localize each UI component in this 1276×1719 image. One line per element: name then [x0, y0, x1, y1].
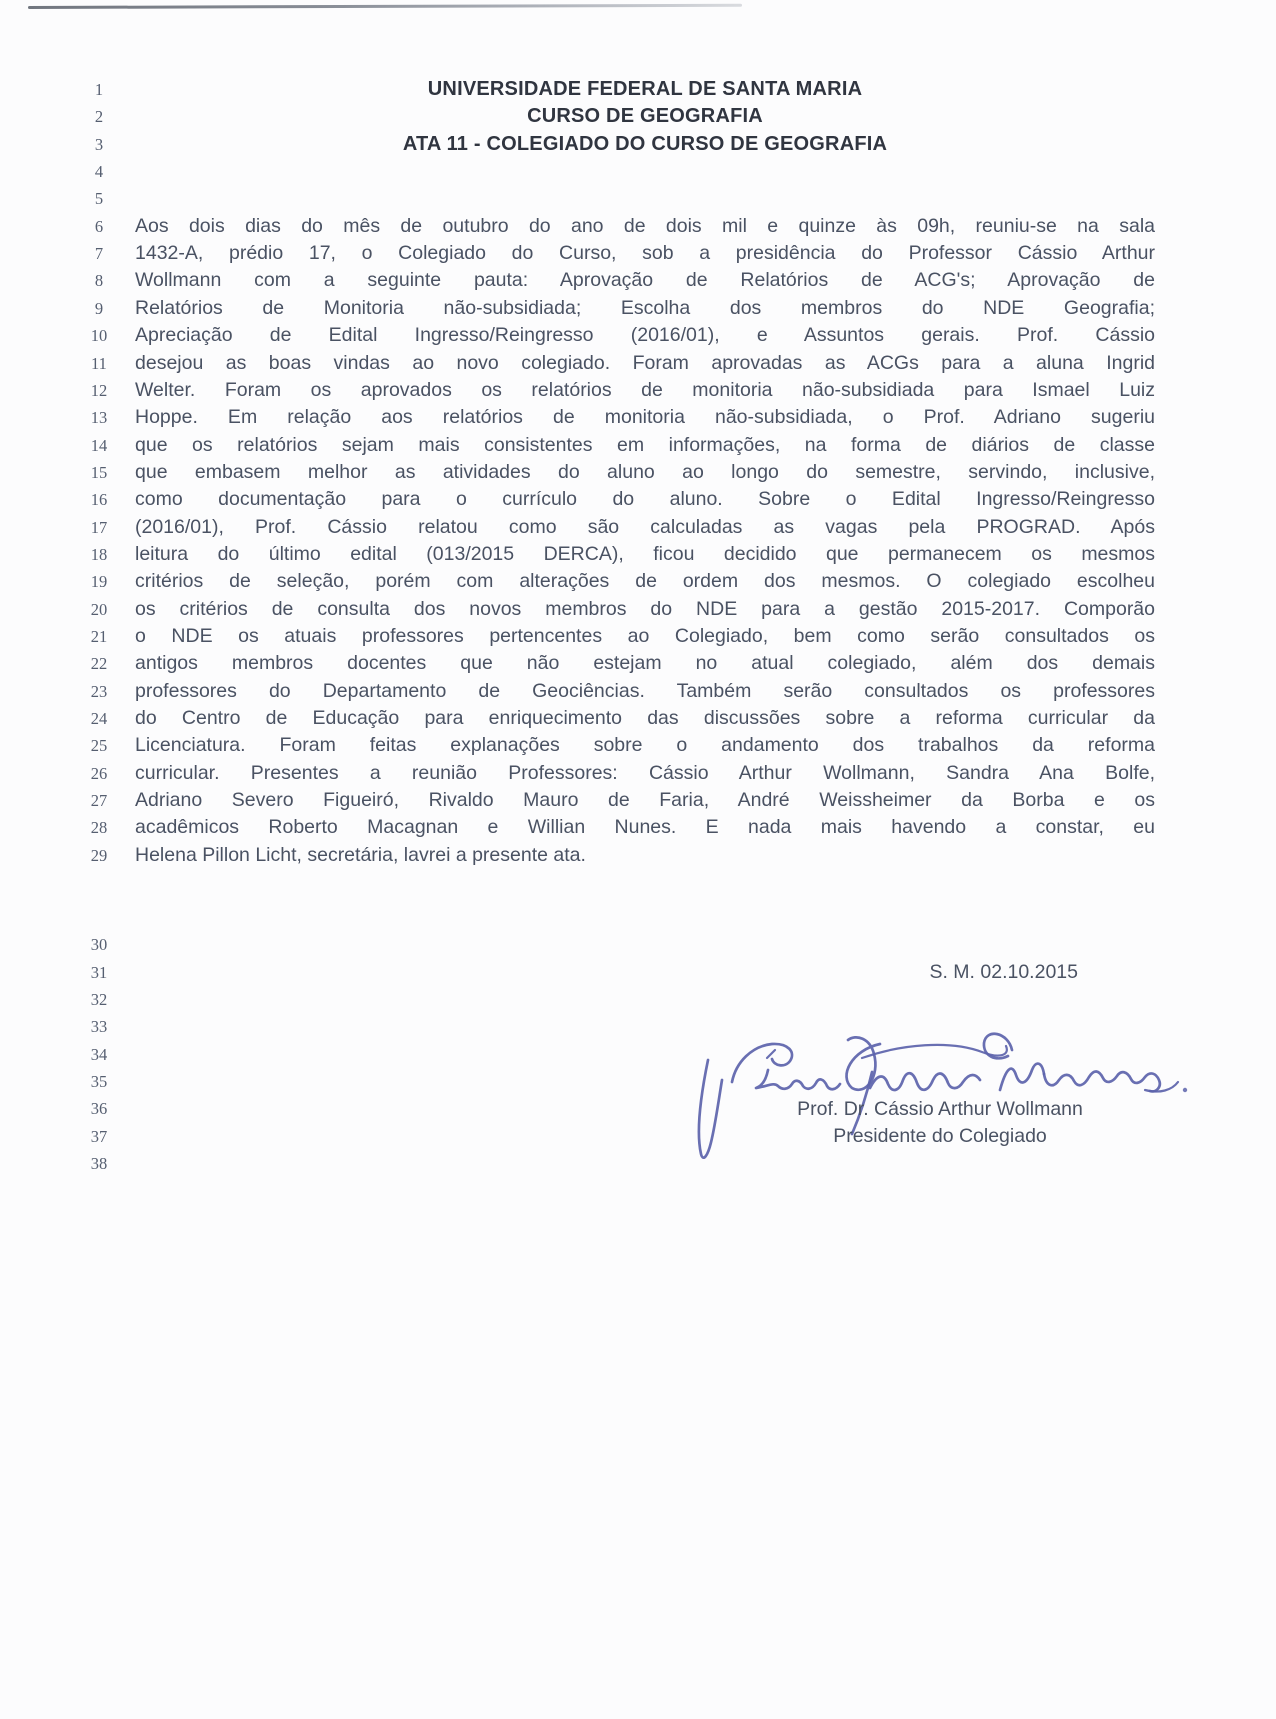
document-line-row — [0, 295, 1276, 323]
line-number: 34 — [90, 1044, 108, 1064]
body-text-line: (2016/01), Prof. Cássio relatou como são calculadas as vagas pela PROGRAD. Após — [135, 515, 1155, 538]
document-line-row — [0, 459, 1276, 487]
body-text-line: leitura do último edital (013/2015 DERCA), ficou decidido que permanecem os mesmos — [135, 542, 1155, 565]
line-number: 29 — [90, 845, 108, 865]
line-number: 38 — [90, 1153, 108, 1173]
document-line-row — [0, 103, 1276, 131]
document-line-row — [0, 486, 1276, 514]
body-text-line: Relatórios de Monitoria não-subsidiada; Escolha dos membros do NDE Geografia; — [135, 296, 1155, 319]
line-number: 9 — [94, 298, 104, 318]
signatory-name: Prof. Dr. Cássio Arthur Wollmann — [797, 1098, 1083, 1120]
document-line-row — [0, 267, 1276, 295]
line-number: 36 — [90, 1099, 108, 1119]
line-number: 5 — [94, 189, 104, 209]
line-number: 17 — [90, 517, 108, 537]
document-line-row — [0, 213, 1276, 241]
line-number: 24 — [90, 709, 108, 729]
line-number: 8 — [94, 271, 104, 291]
line-number: 37 — [90, 1126, 108, 1146]
document-line-row — [0, 568, 1276, 596]
line-number: 6 — [94, 216, 104, 236]
document-line-row — [0, 760, 1276, 788]
document-line-row — [0, 931, 1276, 959]
document-line-row — [0, 350, 1276, 378]
document-line-row — [0, 814, 1276, 842]
body-text-line: os critérios de consulta dos novos membros do NDE para a gestão 2015-2017. Comporão — [135, 597, 1155, 620]
body-text-line: antigos membros docentes que não estejam no atual colegiado, além dos demais — [135, 652, 1155, 675]
line-number: 4 — [94, 162, 104, 182]
line-number: 25 — [90, 736, 108, 756]
line-number: 27 — [90, 791, 108, 811]
body-text-line: Adriano Severo Figueiró, Rivaldo Mauro de Faria, André Weissheimer da Borba e os — [135, 789, 1155, 812]
body-text-line: Licenciatura. Foram feitas explanações sobre o andamento dos trabalhos da reforma — [135, 734, 1155, 757]
body-text-line: Hoppe. Em relação aos relatórios de monitoria não-subsidiada, o Prof. Adriano sugeriu — [135, 406, 1155, 429]
body-text-line: que embasem melhor as atividades do aluno ao longo do semestre, servindo, inclusive, — [135, 460, 1155, 483]
body-text-line: curricular. Presentes a reunião Professores: Cássio Arthur Wollmann, Sandra Ana Bolfe, — [135, 761, 1155, 784]
line-number: 7 — [94, 244, 104, 264]
document-title-line: UNIVERSIDADE FEDERAL DE SANTA MARIA — [427, 78, 863, 100]
date-text: S. M. 02.10.2015 — [929, 960, 1078, 983]
document-line-row — [0, 650, 1276, 678]
document-line-row — [0, 959, 1276, 987]
body-text-line: Aos dois dias do mês de outubro do ano de dois mil e quinze às 09h, reuniu-se na sala — [135, 214, 1155, 237]
top-scan-artifact — [28, 4, 742, 9]
line-number: 19 — [90, 572, 108, 592]
line-number: 20 — [90, 599, 108, 619]
document-line-row — [0, 514, 1276, 542]
document-line-row — [0, 596, 1276, 624]
body-text-line: professores do Departamento de Geociências. Também serão consultados os professores — [135, 679, 1155, 702]
line-number: 30 — [90, 935, 108, 955]
line-number: 33 — [90, 1017, 108, 1037]
line-number: 13 — [90, 408, 108, 428]
document-title-line: CURSO DE GEOGRAFIA — [527, 105, 763, 128]
document-line-row — [0, 185, 1276, 213]
body-text-line: critérios de seleção, porém com alterações de ordem dos mesmos. O colegiado escolheu — [135, 570, 1155, 593]
document-line-row — [0, 842, 1276, 870]
body-text-line: 1432-A, prédio 17, o Colegiado do Curso, sob a presidência do Professor Cássio Arthur — [135, 242, 1155, 265]
line-number: 31 — [90, 962, 108, 982]
document-line-row — [0, 432, 1276, 460]
signature-block — [640, 1096, 1240, 1151]
line-number: 21 — [90, 627, 108, 646]
document-line-row — [0, 623, 1276, 651]
body-text-line: Apreciação de Edital Ingresso/Reingresso (2016/01), e Assuntos gerais. Prof. Cássio — [135, 324, 1155, 347]
document-line-row — [0, 322, 1276, 350]
document-title-line: ATA 11 - COLEGIADO DO CURSO DE GEOGRAFIA — [402, 132, 888, 155]
line-number: 2 — [94, 107, 104, 127]
body-text-line: que os relatórios sejam mais consistentes em informações, na forma de diários de classe — [135, 433, 1155, 456]
document-line-row — [0, 787, 1276, 815]
document-line-row — [0, 240, 1276, 268]
line-number: 23 — [90, 681, 108, 701]
line-number: 28 — [90, 818, 108, 838]
line-number: 32 — [90, 989, 108, 1009]
document-line-row — [0, 705, 1276, 733]
line-number: 11 — [91, 353, 107, 373]
line-number: 26 — [90, 763, 108, 783]
document-line-row — [0, 541, 1276, 569]
document-line-row — [0, 732, 1276, 760]
body-text-line: do Centro de Educação para enriquecimento das discussões sobre a reforma curricular da — [135, 707, 1155, 730]
body-text-line: desejou as boas vindas ao novo colegiado. Foram aprovadas as ACGs para a aluna Ingrid — [135, 351, 1155, 374]
line-number: 15 — [90, 462, 108, 482]
line-number: 12 — [90, 380, 108, 400]
body-text-line: o NDE os atuais professores pertencentes ao Colegiado, bem como serão consultados os — [135, 625, 1155, 647]
line-number: 18 — [90, 544, 108, 564]
line-number: 1 — [94, 80, 104, 99]
body-text-line: acadêmicos Roberto Macagnan e Willian Nunes. E nada mais havendo a constar, eu — [135, 816, 1155, 839]
document-line-row — [0, 158, 1276, 186]
document-line-row — [0, 76, 1276, 104]
body-text-line: como documentação para o currículo do aluno. Sobre o Edital Ingresso/Reingresso — [135, 488, 1155, 511]
signatory-role: Presidente do Colegiado — [833, 1125, 1047, 1148]
document-line-row — [0, 131, 1276, 159]
line-number: 22 — [90, 654, 108, 674]
document-line-row — [0, 377, 1276, 405]
document-line-row — [0, 678, 1276, 706]
body-text-line: Welter. Foram os aprovados os relatórios de monitoria não-subsidiada para Ismael Luiz — [135, 378, 1155, 401]
line-number: 3 — [94, 134, 104, 154]
body-text-line: Helena Pillon Licht, secretária, lavrei a presente ata. — [135, 843, 586, 866]
body-text-line: Wollmann com a seguinte pauta: Aprovação de Relatórios de ACG's; Aprovação de — [135, 269, 1155, 292]
line-number: 35 — [90, 1071, 108, 1091]
line-number: 10 — [90, 326, 108, 346]
line-number: 14 — [90, 435, 108, 455]
document-line-row — [0, 404, 1276, 432]
line-number: 16 — [90, 490, 108, 510]
